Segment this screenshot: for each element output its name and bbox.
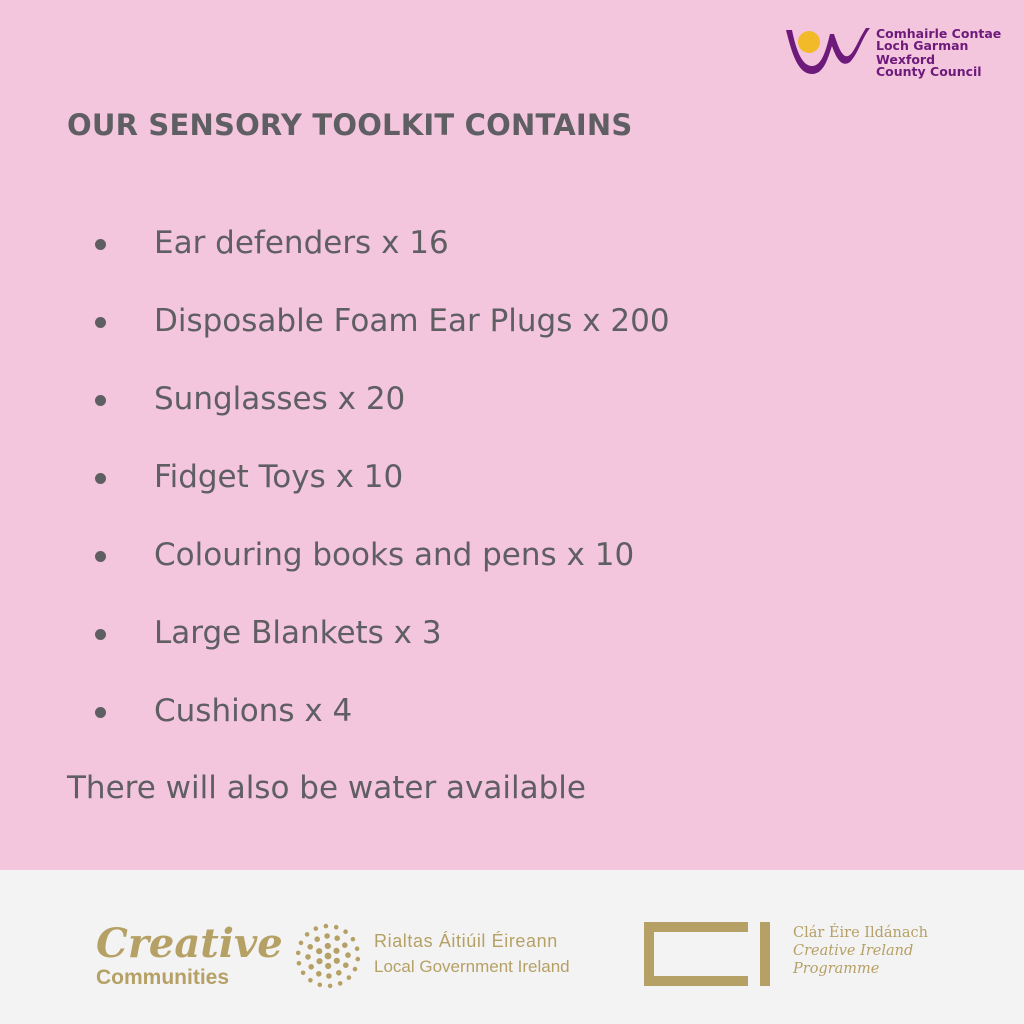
list-item (0, 459, 900, 499)
bullet-icon (95, 707, 106, 718)
list-item-text: Colouring books and pens x 10 (154, 537, 635, 573)
wexford-county-council-logo (784, 22, 1004, 82)
local-government-ireland-logo (292, 920, 612, 992)
bullet-icon (95, 317, 106, 328)
list-item (0, 381, 900, 421)
council-name-line-1: Comhairle Contae (876, 26, 1002, 41)
water-note: There will also be water available (67, 770, 586, 806)
bullet-icon (95, 239, 106, 250)
creative-ireland-logo (644, 920, 944, 990)
creative-ireland-ci-icon (644, 922, 776, 986)
list-item (0, 615, 900, 655)
bullet-icon (95, 395, 106, 406)
bullet-icon (95, 629, 106, 640)
list-item-text: Sunglasses x 20 (154, 381, 406, 417)
bullet-icon (95, 473, 106, 484)
creative-ireland-irish-name: Clár Éire Ildánach (793, 925, 928, 941)
list-item (0, 303, 900, 343)
creative-ireland-english-name: Creative Ireland (793, 943, 914, 959)
wexford-wave-sun-icon (784, 24, 872, 80)
creative-communities-logo (96, 920, 283, 992)
list-item (0, 225, 900, 265)
list-item-text: Fidget Toys x 10 (154, 459, 404, 495)
creative-ireland-programme: Programme (793, 961, 880, 977)
local-government-irish-name: Rialtas Áitiúil Éireann (374, 931, 558, 951)
list-item-text: Large Blankets x 3 (154, 615, 442, 651)
council-name-line-3: Wexford (876, 52, 936, 67)
list-item (0, 693, 900, 733)
council-name-line-2: Loch Garman (876, 38, 969, 53)
list-item-text: Disposable Foam Ear Plugs x 200 (154, 303, 670, 339)
council-name-line-4: County Council (876, 64, 982, 79)
page-heading: OUR SENSORY TOOLKIT CONTAINS (67, 108, 633, 142)
list-item (0, 537, 900, 577)
list-item-text: Ear defenders x 16 (154, 225, 449, 261)
creative-communities-line-2: Communities (96, 966, 230, 989)
creative-communities-line-1: Creative (96, 920, 283, 967)
dot-cluster-icon (292, 920, 364, 992)
list-item-text: Cushions x 4 (154, 693, 353, 729)
bullet-icon (95, 551, 106, 562)
local-government-english-name: Local Government Ireland (374, 957, 570, 976)
